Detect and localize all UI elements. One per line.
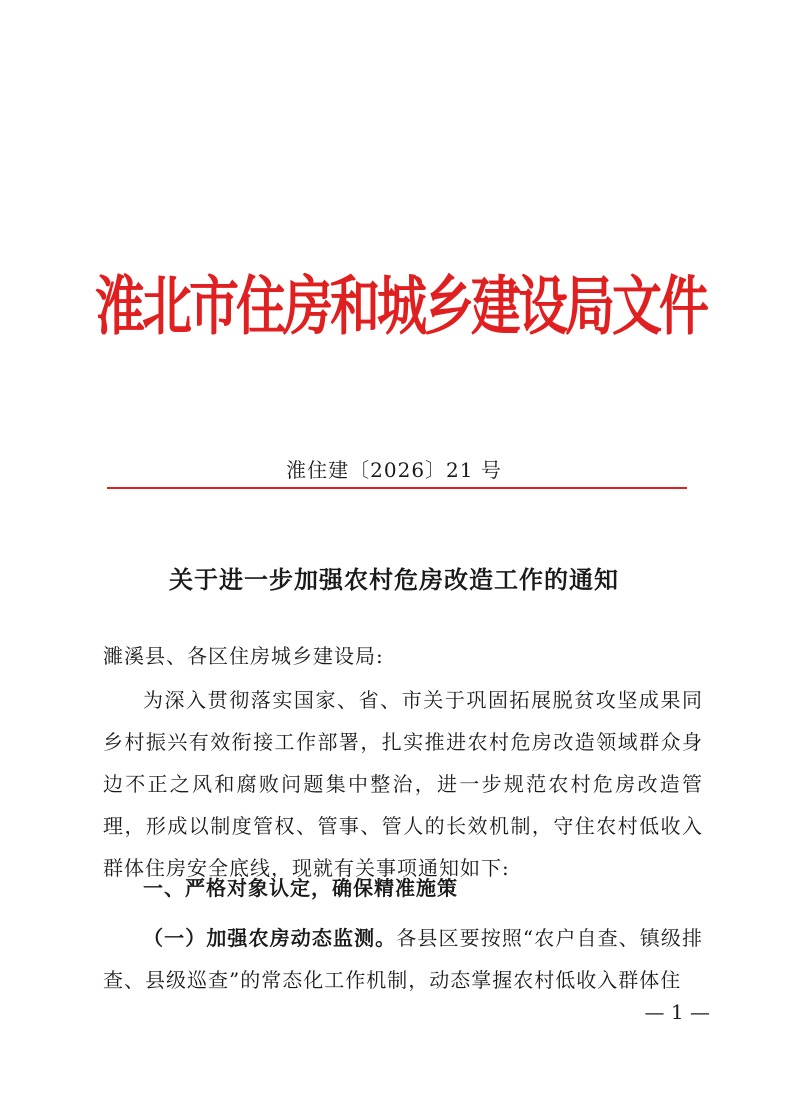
subheading: （一）加强农房动态监测。 (143, 926, 397, 950)
document-number: 淮住建〔2026〕21 号 (286, 458, 502, 482)
intro-paragraph: 为深入贯彻落实国家、省、市关于巩固拓展脱贫攻坚成果同乡村振兴有效衔接工作部署，扎实推进农村危房改造领域群众身边不正之风和腐败问题集中整治，进一步规范农村危房改造管理，形成以制度管权、管事、管人的长效机制，守住农村低收入群体住房安全底线，现就有关事项通知如下: (103, 688, 703, 880)
page-number: — 1 — (644, 1000, 710, 1024)
paragraph-2-text: 各县区要按照“农户自查、镇级排查、县级巡查”的常态化工作机制，动态掌握农村低收入群体住 (103, 926, 703, 992)
agency-header-title: 淮北市住房和城乡建设局文件 (95, 269, 706, 344)
section-heading: 一、严格对象认定，确保精准施策 (143, 876, 458, 900)
salutation: 濉溪县、各区住房城乡建设局: (103, 644, 384, 668)
red-divider-line (107, 487, 687, 489)
document-title: 关于进一步加强农村危房改造工作的通知 (169, 565, 619, 594)
paragraph-2 (103, 917, 703, 1001)
